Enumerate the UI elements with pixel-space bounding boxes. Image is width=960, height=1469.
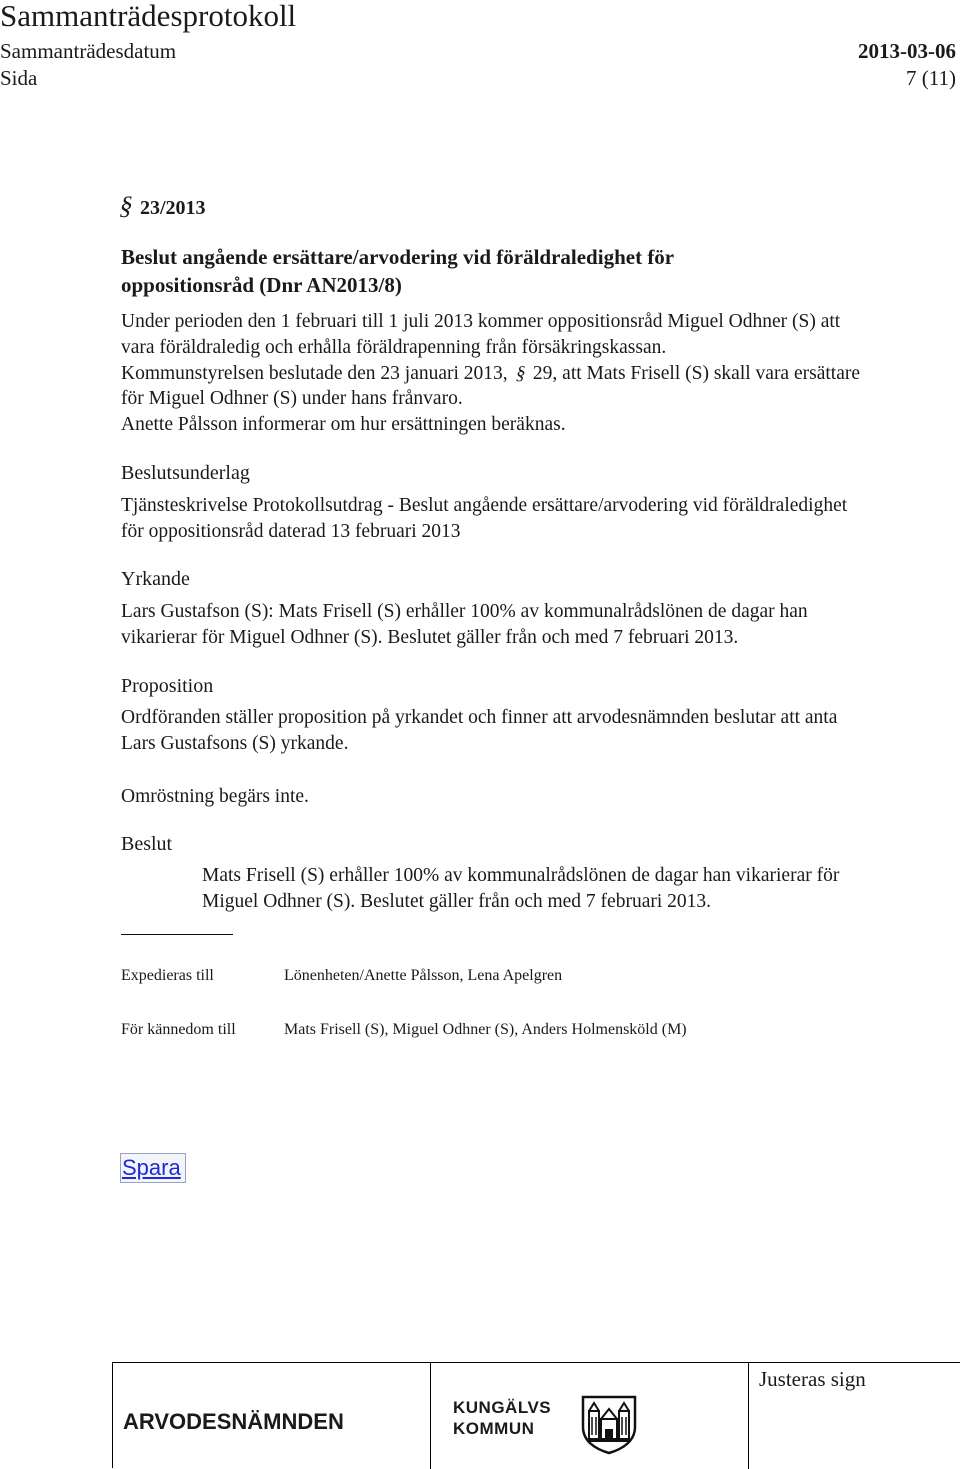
yrkande-heading: Yrkande <box>121 568 190 590</box>
proposition-heading: Proposition <box>121 675 214 697</box>
expedieras-label: Expedieras till <box>121 967 214 984</box>
expedieras-value: Lönenheten/Anette Pålsson, Lena Apelgren <box>284 967 563 984</box>
footer <box>112 1362 960 1468</box>
kungalv-coat-of-arms-icon <box>577 1391 641 1455</box>
beslut-heading: Beslut <box>121 833 173 855</box>
document-title: Sammanträdesprotokoll <box>0 0 297 33</box>
ks-line-2: för Miguel Odhner (S) under hans frånvaro. <box>121 388 463 409</box>
ks-line-1 <box>121 361 860 388</box>
yrkande-line-2: vikarierar för Miguel Odhner (S). Beslutet gäller från och med 7 februari 2013. <box>121 627 739 648</box>
page-label: Sida <box>0 66 38 90</box>
beslut-line-2: Miguel Odhner (S). Beslutet gäller från och med 7 februari 2013. <box>202 891 712 912</box>
section-title-line-1: Beslut angående ersättare/arvodering vid föräldraledighet för <box>121 245 675 269</box>
paragraph-sign-icon: § <box>513 363 528 384</box>
paragraph-number-text: 23/2013 <box>140 197 206 219</box>
underlag-line-1: Tjänsteskrivelse Protokollsutdrag - Beslut angående ersättare/arvodering vid föräldraledighet <box>121 495 848 516</box>
paragraph-sign-icon: § <box>117 191 137 220</box>
divider <box>121 934 233 935</box>
justeras-sign: Justeras sign <box>759 1367 866 1391</box>
proposition-line-1: Ordföranden ställer proposition på yrkandet och finner att arvodesnämnden beslutar att anta <box>121 707 838 728</box>
anette-line: Anette Pålsson informerar om hur ersättningen beräknas. <box>121 414 566 435</box>
logo-line-1: KUNGÄLVS <box>453 1398 552 1417</box>
kannedom-label: För kännedom till <box>121 1021 236 1038</box>
omrostning-line: Omröstning begärs inte. <box>121 786 309 807</box>
footer-board-cell <box>113 1363 431 1469</box>
ks-line-1-start: Kommunstyrelsen beslutade den 23 januari 2013, <box>121 363 508 384</box>
beslut-line-1: Mats Frisell (S) erhåller 100% av kommunalrådslönen de dagar han vikarierar för <box>202 865 840 886</box>
section-title-line-2: oppositionsråd (Dnr AN2013/8) <box>121 273 402 297</box>
beslutsunderlag-heading: Beslutsunderlag <box>121 462 250 484</box>
meeting-date-label: Sammanträdesdatum <box>0 39 177 63</box>
kommun-logo-text <box>453 1397 551 1439</box>
intro-line-1: Under perioden den 1 februari till 1 juli 2013 kommer oppositionsråd Miguel Odhner (S) att <box>121 311 841 332</box>
proposition-line-2: Lars Gustafsons (S) yrkande. <box>121 733 349 754</box>
save-button[interactable]: Spara <box>120 1153 186 1183</box>
page-number: 7 (11) <box>906 66 956 90</box>
logo-line-2: KOMMUN <box>453 1419 535 1438</box>
footer-logo-cell <box>431 1363 749 1469</box>
paragraph-number <box>117 191 206 222</box>
board-name: ARVODESNÄMNDEN <box>123 1409 344 1434</box>
intro-line-2: vara föräldraledig och erhålla föräldrapenning från försäkringskassan. <box>121 337 667 358</box>
underlag-line-2: för oppositionsråd daterad 13 februari 2013 <box>121 521 461 542</box>
yrkande-line-1: Lars Gustafson (S): Mats Frisell (S) erhåller 100% av kommunalrådslönen de dagar han <box>121 601 808 622</box>
meeting-date-value: 2013-03-06 <box>858 39 956 63</box>
footer-sign-cell <box>749 1363 960 1469</box>
ks-line-1-end: 29, att Mats Frisell (S) skall vara ersättare <box>532 363 860 384</box>
kannedom-value: Mats Frisell (S), Miguel Odhner (S), Anders Holmensköld (M) <box>284 1021 687 1038</box>
